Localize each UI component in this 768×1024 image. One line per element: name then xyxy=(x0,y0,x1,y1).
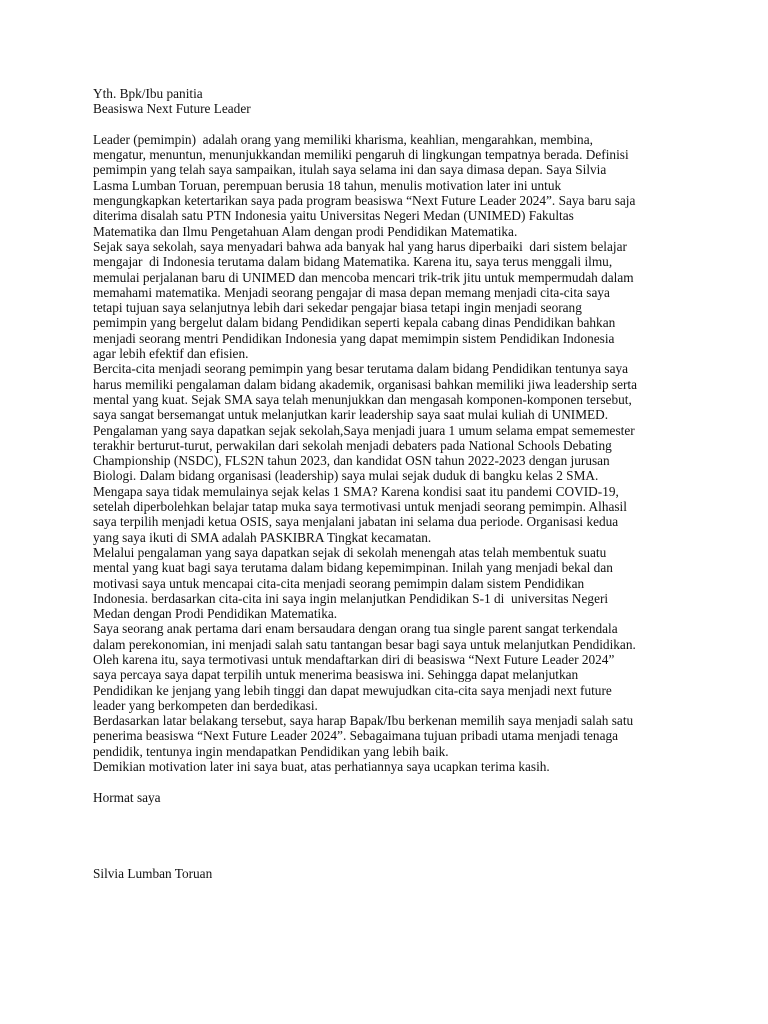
text-line: yang saya ikuti di SMA adalah PASKIBRA Tingkat kecamatan. xyxy=(93,529,432,545)
paragraph-background xyxy=(93,621,683,713)
text-line: Pengalaman yang saya dapatkan sejak sekolah,Saya menjadi juara 1 umum selama empat sememester xyxy=(93,422,635,438)
text-line: Saya seorang anak pertama dari enam bersaudara dengan orang tua single parent sangat terkendala xyxy=(93,621,618,637)
text-line: Demikian motivation later ini saya buat, atas perhatiannya saya ucapkan terima kasih. xyxy=(93,759,550,775)
text-line: Championship (NSDC), FLS2N tahun 2023, dan kandidat OSN tahun 2022-2023 dengan jurusan xyxy=(93,453,610,469)
paragraph-experience xyxy=(93,361,683,545)
text-line: Biologi. Dalam bidang organisasi (leadership) saya mulai sejak duduk di bangku kelas 2 SMA. xyxy=(93,468,599,484)
recipient-line: Yth. Bpk/Ibu panitia xyxy=(93,86,203,101)
paragraph-closing xyxy=(93,759,683,774)
motivation-letter xyxy=(93,86,683,881)
text-line: mengajar di Indonesia terutama dalam bidang Matematika. Karena itu, saya terus menggali ilmu, xyxy=(93,254,613,270)
text-line: harus memiliki pengalaman dalam bidang akademik, organisasi bahkan memiliki jiwa leadership serta xyxy=(93,376,638,392)
text-line: Medan dengan Prodi Pendidikan Matematika. xyxy=(93,606,338,622)
text-line: pemimpin yang bergelut dalam bidang Pendidikan seperti kepala cabang dinas Pendidikan bahkan xyxy=(93,315,616,331)
text-line: menjadi seorang mentri Pendidikan Indonesia yang dapat memimpin sistem Pendidikan Indonesia xyxy=(93,330,615,346)
text-line: motivasi saya untuk mencapai cita-cita menjadi seorang pemimpin dalam sistem Pendidikan xyxy=(93,575,585,591)
text-line: memulai perjalanan baru di UNIMED dan mencoba mencari trik-trik jitu untuk mempermudah dalam xyxy=(93,269,634,285)
text-line: Leader (pemimpin) adalah orang yang memiliki kharisma, keahlian, mengarahkan, membina, xyxy=(93,131,593,147)
text-line: tetapi tujuan saya selanjutnya lebih dari sekedar pengajar biasa tetapi ingin menjadi seorang xyxy=(93,300,582,316)
blank-line xyxy=(93,774,683,789)
text-line: pemimpin yang telah saya sampaikan, itulah saya selama ini dan saya dimasa depan. Saya Silvia xyxy=(93,162,607,178)
text-line: saya terpilih menjadi ketua OSIS, saya menjalani jabatan ini selama dua periode. Organisasi kedua xyxy=(93,514,619,530)
text-line: dalam perekonomian, ini menjadi salah satu tantangan besar bagi saya untuk melanjutkan Pendidikan. xyxy=(93,636,636,652)
text-line: Matematika dan Ilmu Pengetahuan Alam dengan prodi Pendidikan Matematika. xyxy=(93,223,518,239)
text-line: mental yang kuat. Sejak SMA saya telah menunjukkan dan mengasah komponen-komponen tersebut, xyxy=(93,391,632,407)
paragraph-motivation xyxy=(93,545,683,621)
text-line: agar lebih efektif dan efisien. xyxy=(93,346,249,362)
text-line: Oleh karena itu, saya termotivasi untuk mendaftarkan diri di beasiswa “Next Future Leader 2024” xyxy=(93,651,615,667)
signature-name: Silvia Lumban Toruan xyxy=(93,865,213,881)
paragraph-introduction xyxy=(93,132,683,239)
text-line: mengungkapkan ketertarikan saya pada program beasiswa “Next Future Leader 2024”. Saya baru saja xyxy=(93,193,636,209)
text-line: Indonesia. berdasarkan cita-cita ini saya ingin melanjutkan Pendidikan S-1 di universitas Negeri xyxy=(93,590,609,606)
text-line: mental yang kuat bagi saya terutama dalam bidang kepemimpinan. Inilah yang menjadi bekal dan xyxy=(93,560,613,576)
text-line: Sejak saya sekolah, saya menyadari bahwa ada banyak hal yang harus diperbaiki dari sistem belajar xyxy=(93,238,627,254)
program-line: Beasiswa Next Future Leader xyxy=(93,101,251,117)
text-line: saya percaya saya dapat terpilih untuk menerima beasiswa ini. Sehingga dapat melanjutkan xyxy=(93,667,579,683)
text-line: terakhir berturut-turut, perwakilan dari sekolah menjadi debaters pada National Schools Debating xyxy=(93,437,612,453)
text-line: Bercita-cita menjadi seorang pemimpin yang besar terutama dalam bidang Pendidikan tentunya saya xyxy=(93,361,629,377)
signature-space xyxy=(93,805,683,866)
text-line: Pendidikan ke jenjang yang lebih tinggi dan dapat mewujudkan cita-cita saya menjadi next future xyxy=(93,682,612,698)
text-line: leader yang berkompeten dan berdedikasi. xyxy=(93,697,318,713)
text-line: setelah diperbolehkan belajar tatap muka saya termotivasi untuk menjadi seorang pemimpin. Alhasil xyxy=(93,499,627,515)
text-line: Mengapa saya tidak memulainya sejak kelas 1 SMA? Karena kondisi saat itu pandemi COVID-19, xyxy=(93,483,619,499)
paragraph-request xyxy=(93,713,683,759)
closing-salutation: Hormat saya xyxy=(93,789,161,805)
text-line: diterima disalah satu PTN Indonesia yaitu Universitas Negeri Medan (UNIMED) Fakultas xyxy=(93,208,574,224)
paragraph-goals xyxy=(93,239,683,361)
text-line: Berdasarkan latar belakang tersebut, saya harap Bapak/Ibu berkenan memilih saya menjadi salah satu xyxy=(93,713,634,729)
blank-line xyxy=(93,117,683,132)
text-line: memahami matematika. Menjadi seorang pengajar di masa depan memang menjadi cita-cita saya xyxy=(93,284,610,300)
text-line: mengatur, menuntun, menunjukkandan memiliki pengaruh di lingkungan tempatnya berada. Definisi xyxy=(93,147,629,163)
text-line: penerima beasiswa “Next Future Leader 2024”. Sebagaimana tujuan pribadi utama menjadi tenaga xyxy=(93,728,619,744)
text-line: Lasma Lumban Toruan, perempuan berusia 18 tahun, menulis motivation later ini untuk xyxy=(93,177,562,193)
text-line: Melalui pengalaman yang saya dapatkan sejak di sekolah menengah atas telah membentuk suatu xyxy=(93,544,607,560)
text-line: saya sangat bersemangat untuk melanjutkan karir leadership saya saat mulai kuliah di UNIMED. xyxy=(93,407,609,423)
text-line: pendidik, tentunya ingin mendapatkan Pendidikan yang lebih baik. xyxy=(93,743,449,759)
